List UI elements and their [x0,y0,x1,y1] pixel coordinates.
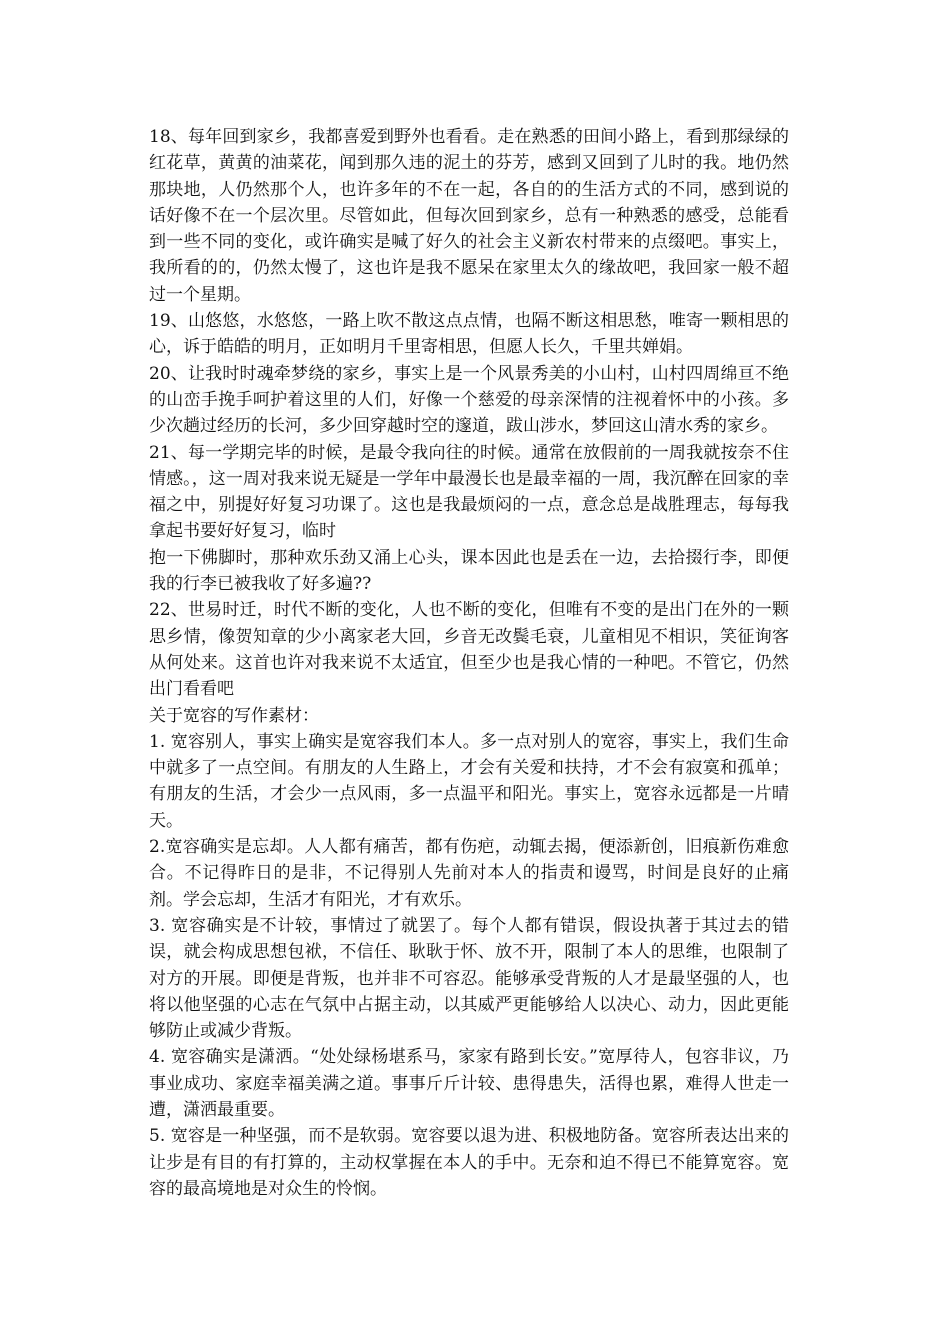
tolerance-item-5: 5. 宽容是一种坚强，而不是软弱。宽容要以退为进、积极地防备。宽容所表达出来的让步是有目的有打算的，主动权掌握在本人的手中。无奈和迫不得已不能算宽容。宽容的最高境地是对众生的怜悯。 [149,1126,789,1199]
paragraph-18: 18、每年回到家乡，我都喜爱到野外也看看。走在熟悉的田间小路上，看到那绿绿的红花草，黄黄的油菜花，闻到那久违的泥土的芬芳，感到又回到了儿时的我。地仍然那块地，人仍然那个人，也许多年的不在一起，各自的的生活方式的不同，感到说的话好像不在一个层次里。尽管如此，但每次回到家乡，总有一种熟悉的感受，总能看到一些不同的变化，或许确实是喊了好久的社会主义新农村带来的点缀吧。事实上，我所看的的，仍然太慢了，这也许是我不愿呆在家里太久的缘故吧，我回家一般不超过一个星期。 [149,127,789,305]
paragraph-19: 19、山悠悠，水悠悠，一路上吹不散这点点情，也隔不断这相思愁，唯寄一颗相思的心，诉于皓皓的明月，正如明月千里寄相思，但愿人长久，千里共婵娟。 [149,311,789,358]
paragraph-22: 22、世易时迁，时代不断的变化，人也不断的变化，但唯有不变的是出门在外的一颗思乡情，像贺知章的少小离家老大回，乡音无改鬓毛衰，儿童相见不相识，笑征询客从何处来。这首也许对我来说不太适宜，但至少也是我心情的一种吧。不管它，仍然出门看看吧 [149,600,789,700]
tolerance-item-4: 4. 宽容确实是潇洒。“处处绿杨堪系马，家家有路到长安。”宽厚待人，包容非议，乃事业成功、家庭幸福美满之道。事事斤斤计较、患得患失，活得也累，难得人世走一遭，潇洒最重要。 [149,1047,789,1120]
tolerance-item-1: 1. 宽容别人，事实上确实是宽容我们本人。多一点对别人的宽容，事实上，我们生命中就多了一点空间。有朋友的人生路上，才会有关爱和扶持，才不会有寂寞和孤单；有朋友的生活，才会少一点风雨，多一点温平和阳光。事实上，宽容永远都是一片晴天。 [149,731,789,831]
document-body [149,124,789,1202]
paragraph-21: 21、每一学期完毕的时候，是最令我向往的时候。通常在放假前的一周我就按奈不住情感。，这一周对我来说无疑是一学年中最漫长也是最幸福的一周，我沉醉在回家的幸福之中，别提好好复习功课了。这也是我最烦闷的一点，意念总是战胜理志，每每我拿起书要好好复习，临时 [149,442,789,542]
paragraph-20: 20、让我时时魂牵梦绕的家乡，事实上是一个风景秀美的小山村，山村四周绵亘不绝的山峦手挽手呵护着这里的人们，好像一个慈爱的母亲深情的注视着怀中的小孩。多少次趟过经历的长河，多少回穿越时空的邃道，跋山涉水，梦回这山清水秀的家乡。 [149,363,789,437]
tolerance-item-2: 2.宽容确实是忘却。人人都有痛苦，都有伤疤，动辄去揭，便添新创，旧痕新伤难愈合。不记得昨日的是非，不记得别人先前对本人的指责和谩骂，时间是良好的止痛剂。学会忘却，生活才有阳光，才有欢乐。 [149,837,789,910]
section-heading: 关于宽容的写作素材： [149,705,319,726]
tolerance-item-3: 3. 宽容确实是不计较，事情过了就罢了。每个人都有错误，假设执著于其过去的错误，就会构成思想包袱，不信任、耿耿于怀、放不开，限制了本人的思维，也限制了对方的开展。即便是背叛，也并非不可容忍。能够承受背叛的人才是最坚强的人，也将以他坚强的心志在气氛中占据主动，以其威严更能够给人以决心、动力，因此更能够防止或减少背叛。 [149,915,789,1042]
paragraph-21-continued: 抱一下佛脚时，那种欢乐劲又涌上心头，课本因此也是丢在一边，去拾掇行李，即便我的行李已被我收了好多遍?? [149,547,789,595]
